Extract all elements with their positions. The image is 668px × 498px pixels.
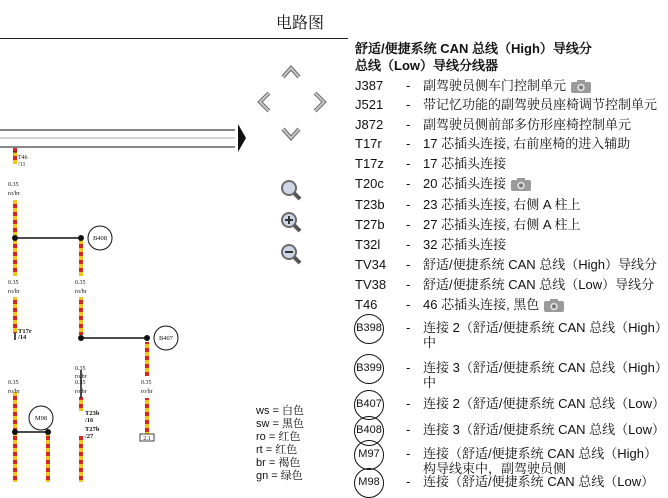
component-code: T23b	[355, 197, 385, 212]
connector-label: T23b	[85, 410, 100, 417]
wire-segment	[145, 398, 149, 434]
connector-label: T27b	[85, 426, 100, 433]
component-code: T27b	[355, 217, 385, 232]
connection-description: 连接 3（舒适/便捷系统 CAN 总线（Low）	[423, 422, 665, 437]
right-arrow-icon[interactable]	[310, 90, 330, 114]
separator: -	[406, 136, 411, 151]
separator: -	[406, 396, 411, 411]
separator: -	[406, 78, 411, 93]
legend-row: ws = 白色	[256, 405, 304, 417]
wire-segment	[46, 432, 50, 482]
junction-dot	[12, 429, 18, 435]
svg-text:0.35: 0.35	[8, 380, 19, 386]
separator: -	[406, 97, 411, 112]
component-code: T17r	[355, 136, 382, 151]
svg-text:ro/br: ro/br	[75, 289, 87, 295]
separator: -	[406, 197, 411, 212]
svg-text:B408: B408	[92, 235, 108, 242]
component-code: J872	[355, 117, 384, 132]
separator: -	[406, 156, 411, 171]
zoom-in-icon[interactable]	[279, 210, 303, 234]
component-description: 17 芯插头连接	[423, 156, 507, 171]
junction-dot	[78, 235, 84, 241]
component-code: T17z	[355, 156, 384, 171]
wire-segment	[79, 436, 83, 482]
up-arrow-icon[interactable]	[280, 62, 302, 82]
component-code: TV34	[355, 257, 387, 272]
svg-text:B407: B407	[158, 335, 174, 342]
wire-segment	[13, 297, 17, 333]
connection-description: 连接（舒适/便捷系统 CAN 总线（High） 构导线束中，副驾驶员侧	[423, 446, 658, 476]
zoom-icon[interactable]	[279, 178, 303, 202]
connection-badge: B407	[354, 390, 384, 420]
separator: -	[406, 217, 411, 232]
connector-pin: /11	[18, 162, 26, 168]
component-description: 23 芯插头连接, 右侧 A 柱上	[423, 197, 581, 212]
junction-dot	[12, 235, 18, 241]
connection-description: 连接 2（舒适/便捷系统 CAN 总线（Low）	[423, 396, 665, 411]
svg-text:0.35: 0.35	[75, 366, 86, 372]
svg-text:ro/br: ro/br	[75, 374, 87, 380]
wire-labels	[8, 182, 153, 395]
svg-text:M98: M98	[34, 415, 48, 422]
wire-segment	[79, 297, 83, 335]
wire-segment	[79, 240, 83, 276]
separator: -	[406, 360, 411, 375]
svg-text:0.35: 0.35	[8, 280, 19, 286]
connector-pin: /14	[18, 334, 27, 341]
component-description: 32 芯插头连接	[423, 237, 507, 252]
component-description: 带记忆功能的副驾驶员座椅调节控制单元	[423, 97, 658, 112]
title-divider	[0, 38, 348, 39]
junction-dot	[78, 335, 84, 341]
wire-segment	[145, 342, 149, 376]
connector-t17r[interactable]	[17, 328, 32, 341]
junction-dot	[144, 335, 150, 341]
node-b408[interactable]	[88, 226, 112, 250]
circuit-diagram[interactable]	[0, 40, 250, 484]
node-b407[interactable]	[154, 326, 178, 350]
connector-label: T46	[18, 155, 28, 161]
component-code: T32l	[355, 237, 381, 252]
connector-t27b[interactable]	[84, 426, 100, 440]
connection-badge: B408	[354, 416, 384, 446]
separator: -	[406, 277, 411, 292]
down-arrow-icon[interactable]	[280, 124, 302, 144]
svg-text:ro/br: ro/br	[8, 289, 20, 295]
separator: -	[406, 297, 411, 312]
separator: -	[406, 237, 411, 252]
connector-pin: /16	[85, 417, 94, 424]
separator: -	[406, 176, 411, 191]
connection-badge: M97	[354, 440, 384, 470]
svg-text:ro/br: ro/br	[8, 191, 20, 197]
legend-row: sw = 黑色	[256, 418, 304, 430]
node-m98[interactable]	[29, 406, 53, 430]
camera-icon[interactable]	[570, 79, 592, 94]
wire-segment	[13, 148, 17, 164]
camera-icon[interactable]	[510, 177, 532, 192]
connection-badge: B398	[354, 314, 384, 344]
continuation-arrow-icon[interactable]	[238, 124, 246, 152]
component-description: 副驾驶员侧前部多仿形座椅控制单元	[423, 117, 632, 132]
panel-heading: 舒适/便捷系统 CAN 总线（High）导线分 总线（Low）导线分线器	[355, 41, 592, 73]
separator: -	[406, 422, 411, 437]
component-description: 27 芯插头连接, 右侧 A 柱上	[423, 217, 581, 232]
svg-text:ro/br: ro/br	[141, 389, 153, 395]
component-description: 17 芯插头连接, 右前座椅的进入辅助	[423, 136, 631, 151]
component-description: 46 芯插头连接, 黑色	[423, 297, 565, 313]
connection-badge: M98	[354, 468, 384, 498]
separator: -	[406, 320, 411, 335]
component-code: T20c	[355, 176, 384, 191]
wire-segment	[79, 397, 83, 411]
junction-dot	[45, 429, 51, 435]
component-description: 舒适/便捷系统 CAN 总线（Low）导线分	[423, 277, 655, 292]
svg-text:0.35: 0.35	[8, 182, 19, 188]
svg-text:ro/br: ro/br	[8, 389, 20, 395]
legend-row: gn = 绿色	[256, 470, 303, 482]
separator: -	[406, 446, 411, 461]
component-description: 舒适/便捷系统 CAN 总线（High）导线分	[423, 257, 658, 272]
separator: -	[406, 117, 411, 132]
component-code: J387	[355, 78, 384, 93]
component-code: T46	[355, 297, 378, 312]
connector-t23b[interactable]	[84, 410, 100, 424]
component-description: 副驾驶员侧车门控制单元	[423, 78, 592, 94]
connection-description: 连接 3（舒适/便捷系统 CAN 总线（High） 中	[423, 360, 668, 390]
left-arrow-icon[interactable]	[254, 90, 274, 114]
separator: -	[406, 257, 411, 272]
component-description: 20 芯插头连接	[423, 176, 532, 192]
separator: -	[406, 474, 411, 489]
connection-description: 连接 2（舒适/便捷系统 CAN 总线（High） 中	[423, 320, 668, 350]
page-title: 电路图	[275, 15, 324, 32]
component-code: TV38	[355, 277, 387, 292]
wire-segment	[13, 392, 17, 482]
svg-text:0.35: 0.35	[141, 380, 152, 386]
connector-label: T17r	[18, 328, 32, 335]
wire-color-legend	[256, 405, 304, 483]
component-box	[0, 130, 235, 147]
connector-pin: /27	[85, 433, 94, 440]
svg-text:ro/br: ro/br	[75, 389, 87, 395]
camera-icon[interactable]	[543, 298, 565, 313]
svg-text:0.35: 0.35	[75, 280, 86, 286]
component-legend-panel	[352, 40, 668, 489]
svg-text:2.1: 2.1	[143, 436, 151, 442]
reference-box[interactable]	[140, 434, 154, 442]
component-code: J521	[355, 97, 384, 112]
connection-badge: B399	[354, 354, 384, 384]
legend-row: ro = 红色	[256, 431, 301, 443]
legend-row: br = 褐色	[256, 457, 301, 469]
zoom-out-icon[interactable]	[279, 242, 303, 266]
svg-text:0.35: 0.35	[75, 380, 86, 386]
connection-description: 连接（舒适/便捷系统 CAN 总线（Low）	[423, 474, 655, 489]
legend-row: rt = 红色	[256, 444, 298, 456]
